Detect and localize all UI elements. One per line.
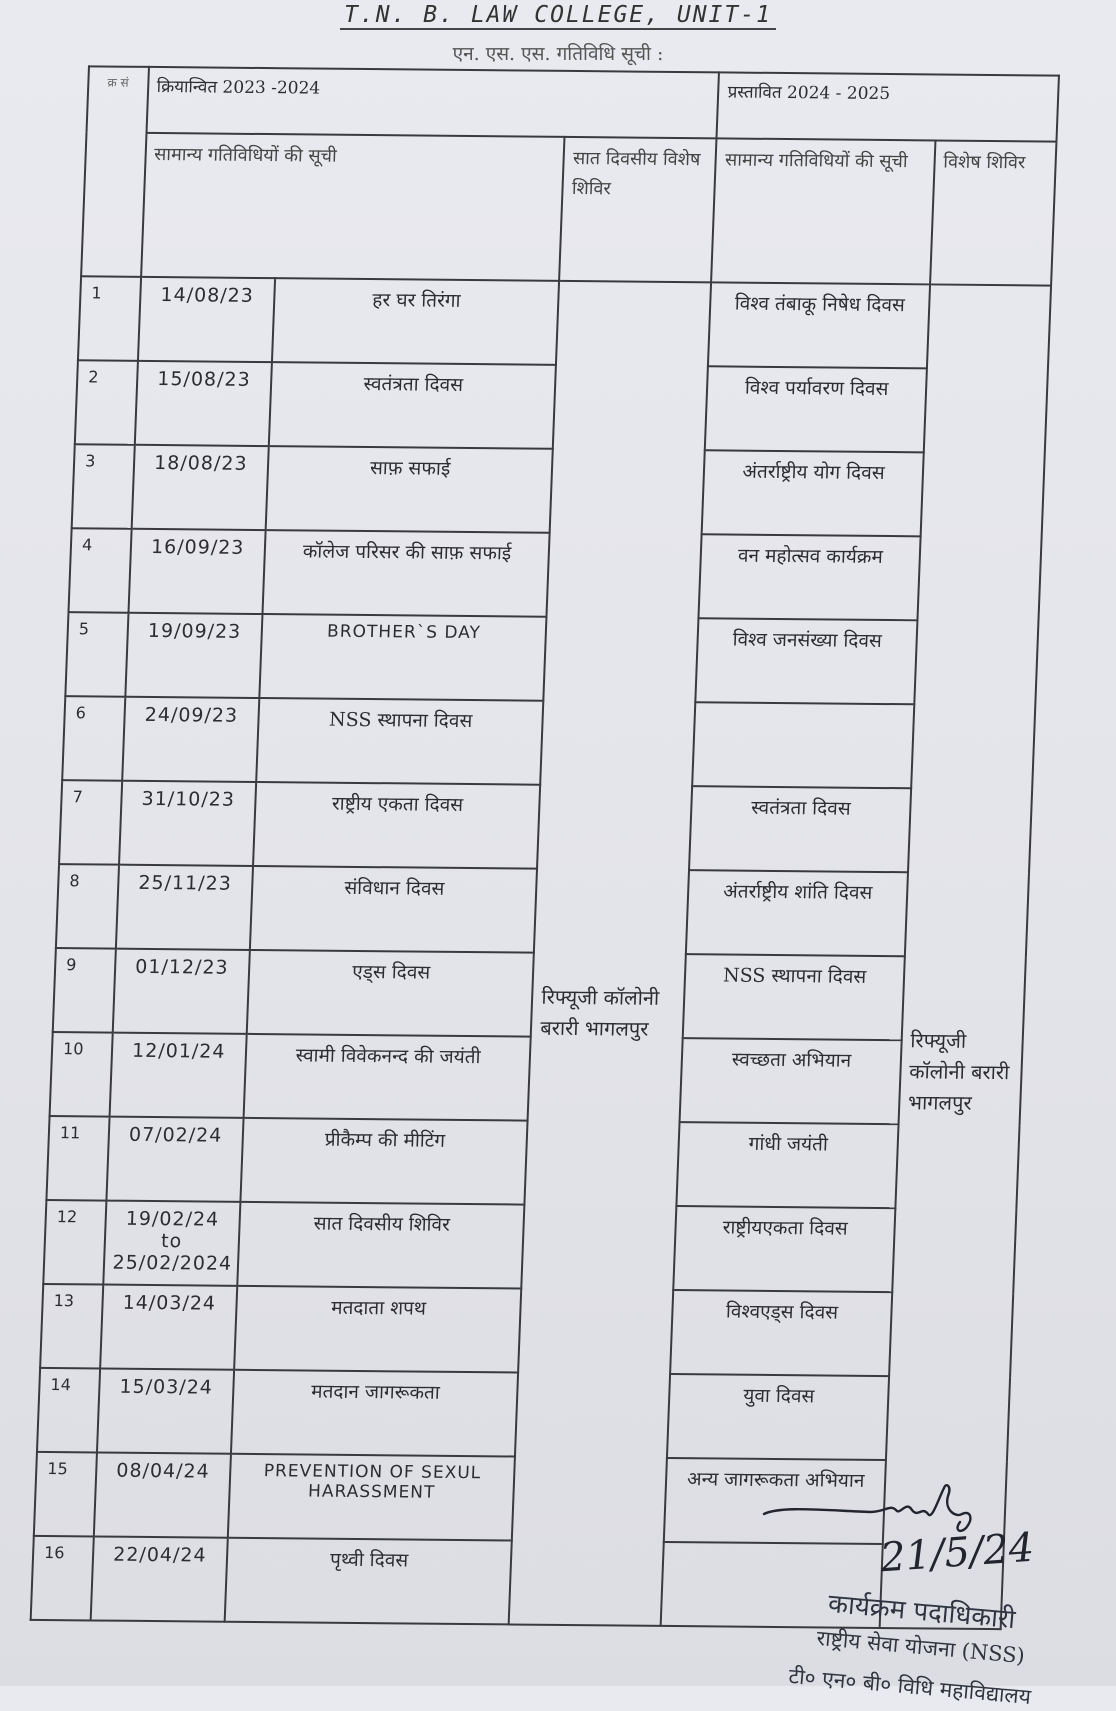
header-row-top (87, 66, 1059, 141)
row-activity: सात दिवसीय शिविर (237, 1202, 524, 1289)
row-date: 22/04/24 (90, 1536, 228, 1621)
row-date: 14/03/24 (100, 1285, 238, 1370)
row-serial-number: 1 (78, 276, 141, 361)
row-date: 19/09/23 (125, 613, 263, 698)
scheme-name: राष्ट्रीय सेवा योजना (NSS) (815, 1625, 1026, 1669)
row-activity: PREVENTION OF SEXUL HARASSMENT (228, 1454, 515, 1541)
row-proposed-activity: स्वच्छता अभियान (680, 1038, 901, 1124)
row-serial-number: 6 (62, 696, 125, 781)
row-proposed-activity: अंतर्राष्ट्रीय शांति दिवस (686, 870, 907, 956)
special-camp-header: विशेष शिविर (930, 140, 1057, 285)
proposed-year-header: प्रस्तावित 2024 - 2025 (717, 72, 1059, 141)
row-activity: हर घर तिरंगा (272, 278, 559, 365)
row-proposed-activity: युवा दिवस (667, 1374, 888, 1460)
row-serial-number: 11 (46, 1116, 109, 1201)
row-date: 08/04/24 (93, 1452, 231, 1537)
signature-date: 21/5/24 (878, 1524, 1036, 1582)
college-title (0, 2, 1116, 28)
row-date: 25/11/23 (115, 865, 253, 950)
row-serial-number: 3 (72, 444, 135, 529)
seven-day-camp-header: सात दिवसीय विशेष शिविर (559, 137, 717, 282)
row-proposed-activity: गांधी जयंती (677, 1122, 898, 1208)
row-activity: स्वामी विवेकनन्द की जयंती (244, 1034, 531, 1121)
row-date: 14/08/23 (137, 277, 275, 362)
row-serial-number: 2 (75, 360, 138, 445)
proposed-general-activities-header: सामान्य गतिविधियों की सूची (712, 138, 936, 284)
special-camp-location: रिफ्यूजी कॉलोनी बरारी भागलपुर (879, 284, 1051, 1629)
row-date: 16/09/23 (128, 529, 266, 614)
row-proposed-activity: विश्व जनसंख्या दिवस (696, 618, 917, 704)
row-activity: मतदान जागरूकता (231, 1370, 518, 1457)
row-serial-number: 5 (65, 612, 128, 697)
row-activity: BROTHER`S DAY (259, 614, 546, 701)
row-proposed-activity: स्वतंत्रता दिवस (689, 786, 910, 872)
row-date: 15/03/24 (96, 1369, 234, 1454)
row-proposed-activity: अंतर्राष्ट्रीय योग दिवस (702, 450, 923, 536)
activity-list-title: एन. एस. एस. गतिविधि सूची : (452, 43, 664, 65)
row-serial-number: 7 (59, 780, 122, 865)
activity-table (30, 65, 1060, 1630)
row-activity: पृथ्वी दिवस (225, 1538, 512, 1625)
row-serial-number: 9 (53, 948, 116, 1033)
row-proposed-activity: विश्व तंबाकू निषेध दिवस (708, 282, 929, 368)
row-activity: संविधान दिवस (250, 866, 537, 953)
row-date: 31/10/23 (119, 781, 257, 866)
row-proposed-activity: राष्ट्रीयएकता दिवस (674, 1206, 895, 1292)
row-serial-number: 13 (40, 1284, 103, 1369)
row-activity: NSS स्थापना दिवस (256, 698, 543, 785)
row-date: 19/02/24 to 25/02/2024 (103, 1201, 241, 1286)
college-name: T.N. B. LAW COLLEGE, UNIT-1 (340, 2, 776, 30)
row-proposed-activity: अन्य जागरूकता अभियान (664, 1458, 885, 1544)
row-proposed-activity: विश्व पर्यावरण दिवस (705, 366, 926, 452)
institution-name: टी० एन० बी० विधि महाविद्यालय (787, 1663, 1032, 1710)
row-serial-number: 10 (50, 1032, 113, 1117)
row-activity: स्वतंत्रता दिवस (269, 362, 556, 449)
row-serial-number: 4 (68, 528, 131, 613)
row-activity: मतदाता शपथ (234, 1286, 521, 1373)
header-row-sub (81, 132, 1056, 285)
row-date: 24/09/23 (122, 697, 260, 782)
row-serial-number: 12 (43, 1200, 106, 1285)
row-date: 07/02/24 (106, 1117, 244, 1202)
completed-year-header: क्रियान्वित 2023 -2024 (146, 67, 719, 138)
row-serial-number: 15 (34, 1452, 97, 1537)
row-serial-number: 16 (31, 1536, 94, 1621)
row-activity: कॉलेज परिसर की साफ़ सफाई (262, 530, 549, 617)
row-serial-number: 14 (37, 1368, 100, 1453)
row-proposed-activity: NSS स्थापना दिवस (683, 954, 904, 1040)
general-activities-header: सामान्य गतिविधियों की सूची (141, 133, 565, 281)
row-date: 01/12/23 (112, 949, 250, 1034)
row-activity: एड्स दिवस (247, 950, 534, 1037)
row-serial-number: 8 (56, 864, 119, 949)
row-proposed-activity: वन महोत्सव कार्यक्रम (699, 534, 920, 620)
seven-day-camp-location: रिफ्यूजी कॉलोनी बरारी भागलपुर (509, 281, 712, 1626)
row-activity: प्रीकैम्प की मीटिंग (240, 1118, 527, 1205)
row-date: 18/08/23 (131, 445, 269, 530)
row-proposed-activity: विश्वएड्स दिवस (671, 1290, 892, 1376)
table-row (78, 276, 1051, 369)
row-proposed-activity (693, 702, 914, 788)
row-activity: राष्ट्रीय एकता दिवस (253, 782, 540, 869)
row-activity: साफ़ सफाई (266, 446, 553, 533)
officer-designation: कार्यक्रम पदाधिकारी (826, 1588, 1017, 1636)
row-date: 12/01/24 (109, 1033, 247, 1118)
serial-number-header: क्र सं (81, 66, 148, 277)
activity-rows (31, 276, 1051, 1629)
row-date: 15/08/23 (134, 361, 272, 446)
